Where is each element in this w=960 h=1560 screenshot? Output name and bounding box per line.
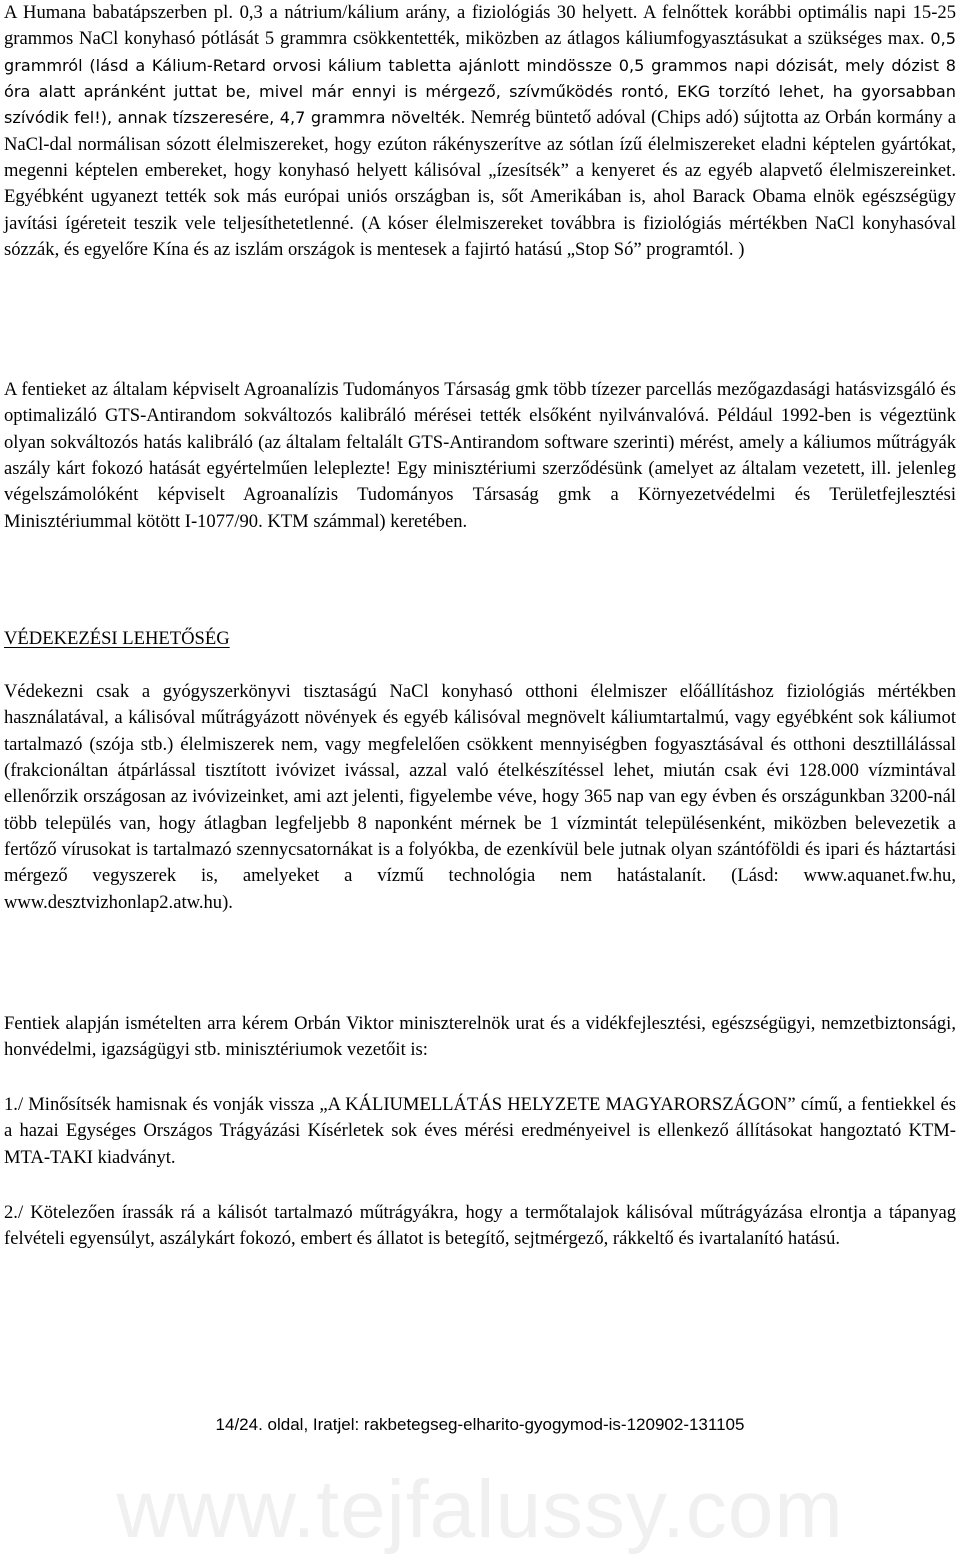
- paragraph-potassium-intake: [4, 0, 956, 263]
- list-item-2: 2./ Kötelezően írassák rá a kálisót tartalmazó műtrágyákra, hogy a termőtalajok kálisóval műtrágyázása elrontja a tápanyag felvételi egyensúlyt, aszálykárt fokozó, embert és állatot is betegítő, sejtmérgező, rákkeltő és ivartalanító hatású.: [4, 1202, 956, 1250]
- paragraph-part-serif: A Humana babatápszerben pl. 0,3 a nátrium/kálium arány, a fiziológiás 30 helyett. A felnőttek korábbi optimális napi 15-25 grammos NaCl konyhasó pótlását 5 grammra csökkentették, miközben az átlagos káliumfogyasztásukat a szükséges max.: [4, 2, 956, 50]
- page-footer: 14/24. oldal, Iratjel: rakbetegseg-elharito-gyogymod-is-120902-131105: [215, 1415, 745, 1434]
- paragraph-part-sans: 0,5 grammról (lásd a Kálium-Retard orvosi kálium tabletta ajánlott mindössze 0,5 grammos napi dózisát, mely dózist 8 óra alatt apránként juttat be, mivel már ennyi is mérgező, szívműködés rontó, EKG torzító lehet, ha gyorsabban szívódik fel!), annak tízszeresére, 4,7 grammra növelték.: [4, 29, 956, 128]
- list-item-1: 1./ Minősítsék hamisnak és vonják vissza „A KÁLIUMELLÁTÁS HELYZETE MAGYARORSZÁGON” című, a fentiekkel és a hazai Egységes Országos Trágyázási Kísérletek sok éves mérési eredményeivel is ellenkező állításokat hangoztató KTM-MTA-TAKI kiadványt.: [4, 1094, 956, 1168]
- watermark: www.tejfalussy.com: [116, 1464, 844, 1555]
- paragraph-request: Fentiek alapján ismételten arra kérem Orbán Viktor miniszterelnök urat és a vidékfejlesztési, egészségügyi, nemzetbiztonsági, honvédelmi, igazságügyi stb. minisztériumok vezetőit is:: [4, 1013, 956, 1061]
- paragraph-protection: Védekezni csak a gyógyszerkönyvi tisztaságú NaCl konyhasó otthoni élelmiszer előállításhoz fiziológiás mértékben használatával, a kálisóval műtrágyázott növények és egyéb kálisóval megnövelt káliumtartalmú, vagy egyébként sok káliumot tartalmazó (szója stb.) élelmiszerek nem, vagy megfelelően csökkent mennyiségben fogyasztásával és otthoni desztillálással (frakcionáltan átpárlással tisztított ivóvizet ivással, azzal való ételkészítéssel lehet, miután csak évi 128.000 vízmintával ellenőrzik országosan az ivóvizeinket, ami azt jelenti, figyelembe véve, hogy 365 nap van egy évben és országunkban 3200-nál több település van, hogy átlagban legfeljebb 8 naponként mérnek be 1 vízmintát településenként, miközben belevezetik a fertőző vírusokat is tartalmazó szennycsatornákat is a folyókba, de ezenkívül bele jutnak olyan szántóföldi és ipari és háztartási mérgező vegyszerek is, amelyeket a vízmű technológia nem hatástalanít. (Lásd: www.aquanet.fw.hu, www.desztvizhonlap2.atw.hu).: [4, 681, 956, 913]
- section-heading: VÉDEKEZÉSI LEHETŐSÉG: [4, 628, 230, 649]
- paragraph-part-chips-tax: Nemrég büntető adóval (Chips adó) sújtotta az Orbán kormány a NaCl-dal normálisan sózott élelmiszereket, hogy ezúton rákényszerítve az sótlan ízű élelmiszereket eladni képtelen gyártókat, megenni képtelen embereket, hogy konyhasó helyett kálisóval „ízesítsék” a kenyeret és az egyéb alapvető élelmiszereinket. Egyébként ugyanezt tették sok más európai uniós országban is, sőt Amerikában is, ahol Barack Obama elnök egészségügy javítási ígéreteit teszik vele teljesíthetetlenné. (A kóser élelmiszereket továbbra is fiziológiás mértékben NaCl konyhasóval sózzák, és egyelőre Kína és az iszlám országok is mentesek a fajirtó hatású „Stop Só” programtól. ): [4, 107, 956, 261]
- paragraph-agroanalysis: A fentieket az általam képviselt Agroanalízis Tudományos Társaság gmk több tízezer parcellás mezőgazdasági hatásvizsgáló és optimalizáló GTS-Antirandom sokváltozós kalibráló mérései tették elsőként nyilvánvalóvá. Például 1992-ben is végeztünk olyan sokváltozós hatás kalibráló (az általam feltalált GTS-Antirandom software szerinti) mérést, amely a káliumos műtrágyák aszály kárt fokozó hatását egyértelműen leleplezte! Egy minisztériumi szerződésünk (amelyet az általam vezetett, ill. jelenleg végelszámolóként képviselt Agroanalízis Tudományos Társaság gmk a Környezetvédelmi és Területfejlesztési Minisztériummal kötött I-1077/90. KTM számmal) keretében.: [4, 379, 956, 532]
